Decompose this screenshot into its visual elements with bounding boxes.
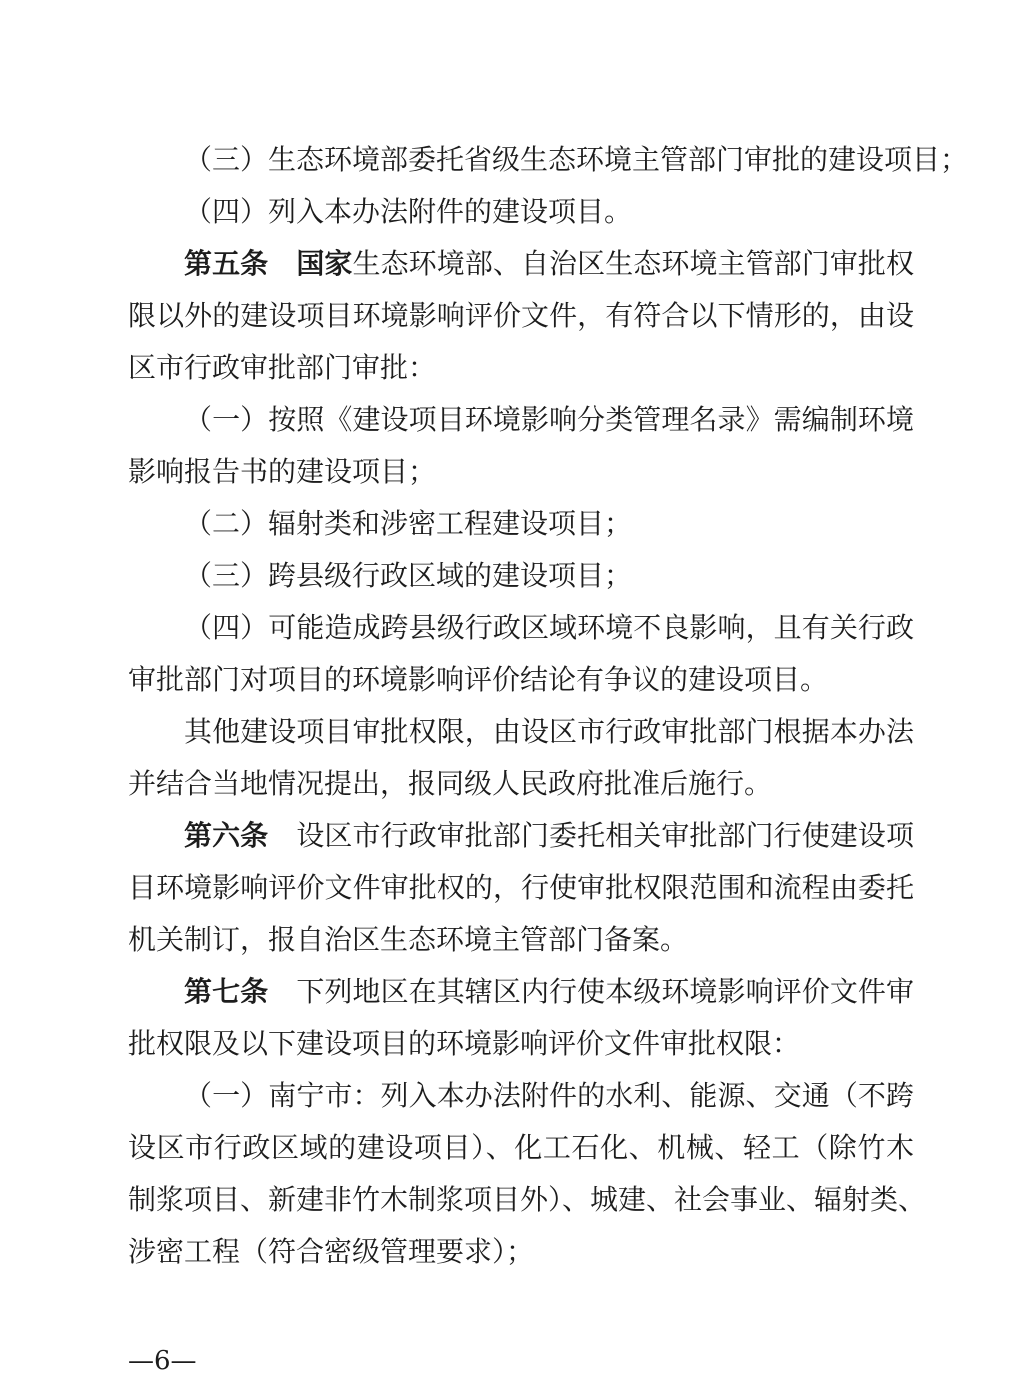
text-line: 机关制订，报自治区生态环境主管部门备案。	[128, 923, 689, 956]
text-span: 生态环境部、自治区生态环境主管部门审批权	[352, 247, 914, 280]
text-line: 批权限及以下建设项目的环境影响评价文件审批权限：	[128, 1027, 801, 1060]
article-5-first-line	[184, 248, 914, 280]
text-line: 审批部门对项目的环境影响评价结论有争议的建设项目。	[128, 663, 829, 696]
page-number: —6—	[128, 1346, 197, 1376]
article-6-first-line	[184, 820, 914, 852]
text-line: （四）列入本办法附件的建设项目。	[184, 195, 633, 228]
text-line: （四）可能造成跨县级行政区域环境不良影响，且有关行政	[184, 611, 914, 644]
text-line: 区市行政审批部门审批：	[128, 351, 437, 384]
article-heading: 第六条	[184, 819, 269, 852]
text-line: 设区市行政区域的建设项目）、化工石化、机械、轻工（除竹木	[128, 1131, 914, 1164]
text-line: 其他建设项目审批权限，由设区市行政审批部门根据本办法	[184, 715, 914, 748]
text-line: （一）南宁市：列入本办法附件的水利、能源、交通（不跨	[184, 1079, 914, 1112]
text-span: 下列地区在其辖区内行使本级环境影响评价文件审	[296, 975, 914, 1008]
text-line: （三）跨县级行政区域的建设项目；	[184, 559, 633, 592]
text-span: 设区市行政审批部门委托相关审批部门行使建设项	[296, 819, 914, 852]
text-line: 制浆项目、新建非竹木制浆项目外）、城建、社会事业、辐射类、	[128, 1183, 927, 1216]
text-line: （二）辐射类和涉密工程建设项目；	[184, 507, 633, 540]
text-line: 限以外的建设项目环境影响评价文件，有符合以下情形的，由设	[128, 299, 914, 332]
article-heading: 第七条	[184, 975, 269, 1008]
text-line: （三）生态环境部委托省级生态环境主管部门审批的建设项目；	[184, 143, 969, 176]
article-heading: 第五条	[184, 247, 269, 280]
text-line: （一）按照《建设项目环境影响分类管理名录》需编制环境	[184, 403, 914, 436]
text-line: 影响报告书的建设项目；	[128, 455, 437, 488]
text-line: 涉密工程（符合密级管理要求）；	[128, 1235, 535, 1268]
text-line: 并结合当地情况提出，报同级人民政府批准后施行。	[128, 767, 773, 800]
text-line: 目环境影响评价文件审批权的，行使审批权限范围和流程由委托	[128, 871, 914, 904]
article-heading-lead: 国家	[296, 247, 353, 280]
article-7-first-line	[184, 976, 914, 1008]
